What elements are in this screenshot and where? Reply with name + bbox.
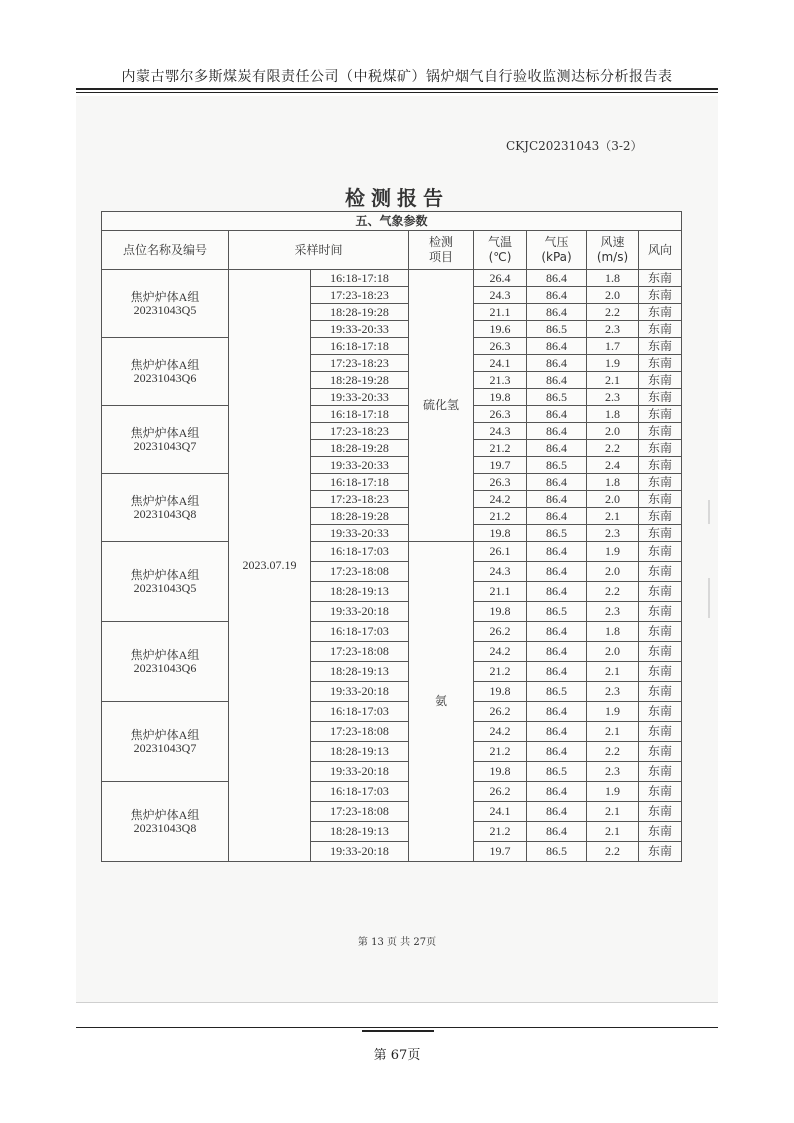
wind-direction: 东南	[639, 842, 682, 862]
wind-direction: 东南	[639, 702, 682, 722]
wind-direction: 东南	[639, 742, 682, 762]
temperature: 19.7	[474, 457, 527, 474]
temperature: 24.3	[474, 423, 527, 440]
point-label: 焦炉炉体A组	[130, 807, 200, 822]
table-row	[102, 542, 682, 562]
header-point: 点位名称及编号	[102, 231, 229, 270]
sampling-time: 17:23-18:23	[311, 355, 409, 372]
wind-speed: 2.1	[587, 722, 639, 742]
wind-direction: 东南	[639, 582, 682, 602]
point-cell	[102, 270, 229, 338]
pressure: 86.4	[527, 338, 587, 355]
table-row	[102, 474, 682, 491]
pressure: 86.4	[527, 802, 587, 822]
wind-direction: 东南	[639, 822, 682, 842]
wind-direction: 东南	[639, 474, 682, 491]
sampling-time: 17:23-18:23	[311, 287, 409, 304]
header-sampling-time: 采样时间	[229, 231, 409, 270]
section-title: 五、气象参数	[102, 212, 682, 231]
point-label: 焦炉炉体A组	[130, 567, 200, 582]
test-item: 氨	[409, 542, 474, 862]
sampling-time: 16:18-17:18	[311, 270, 409, 287]
point-cell	[102, 406, 229, 474]
temperature: 26.2	[474, 782, 527, 802]
wind-speed: 2.1	[587, 508, 639, 525]
sampling-time: 16:18-17:18	[311, 474, 409, 491]
temperature: 24.3	[474, 562, 527, 582]
sampling-time: 19:33-20:18	[311, 842, 409, 862]
sampling-time: 16:18-17:18	[311, 338, 409, 355]
wind-speed: 2.1	[587, 822, 639, 842]
wind-direction: 东南	[639, 622, 682, 642]
wind-speed: 2.1	[587, 662, 639, 682]
wind-speed: 2.0	[587, 423, 639, 440]
wind-direction: 东南	[639, 457, 682, 474]
table-row	[102, 622, 682, 642]
wind-speed: 2.3	[587, 602, 639, 622]
report-title: 检测报告	[345, 186, 449, 210]
temperature: 21.2	[474, 662, 527, 682]
sampling-time: 18:28-19:13	[311, 742, 409, 762]
wind-speed: 2.1	[587, 802, 639, 822]
wind-speed: 2.0	[587, 491, 639, 508]
table-row	[102, 782, 682, 802]
test-item: 硫化氢	[409, 270, 474, 542]
pressure: 86.4	[527, 582, 587, 602]
wind-speed: 2.2	[587, 582, 639, 602]
pressure: 86.5	[527, 602, 587, 622]
temperature: 21.1	[474, 582, 527, 602]
sampling-time: 18:28-19:13	[311, 822, 409, 842]
document-header-title: 内蒙古鄂尔多斯煤炭有限责任公司（中税煤矿）锅炉烟气自行验收监测达标分析报告表	[121, 69, 673, 85]
wind-direction: 东南	[639, 440, 682, 457]
wind-direction: 东南	[639, 491, 682, 508]
point-label: 焦炉炉体A组	[130, 493, 200, 508]
wind-direction: 东南	[639, 304, 682, 321]
wind-direction: 东南	[639, 338, 682, 355]
point-label: 20231043Q7	[133, 740, 197, 755]
header-wind-direction: 风向	[639, 231, 682, 270]
pressure: 86.4	[527, 662, 587, 682]
wind-speed: 1.8	[587, 474, 639, 491]
table-row	[102, 338, 682, 355]
header-rule	[76, 88, 718, 90]
pressure: 86.4	[527, 491, 587, 508]
wind-speed: 2.2	[587, 304, 639, 321]
wind-speed: 2.3	[587, 682, 639, 702]
sampling-time: 19:33-20:33	[311, 457, 409, 474]
pressure: 86.4	[527, 742, 587, 762]
sampling-time: 16:18-17:03	[311, 702, 409, 722]
temperature: 26.3	[474, 406, 527, 423]
pressure: 86.4	[527, 474, 587, 491]
wind-speed: 1.9	[587, 355, 639, 372]
sampling-time: 18:28-19:28	[311, 440, 409, 457]
point-cell	[102, 338, 229, 406]
point-cell	[102, 474, 229, 542]
header-rule-thin	[76, 92, 718, 93]
temperature: 24.1	[474, 355, 527, 372]
pressure: 86.4	[527, 270, 587, 287]
point-cell	[102, 542, 229, 622]
sampling-time: 18:28-19:28	[311, 372, 409, 389]
pressure: 86.4	[527, 782, 587, 802]
pressure: 86.4	[527, 304, 587, 321]
sampling-time: 19:33-20:33	[311, 389, 409, 406]
pressure: 86.4	[527, 508, 587, 525]
temperature: 19.7	[474, 842, 527, 862]
wind-direction: 东南	[639, 270, 682, 287]
temperature: 26.3	[474, 338, 527, 355]
temperature: 19.8	[474, 389, 527, 406]
sampling-time: 17:23-18:23	[311, 491, 409, 508]
temperature: 21.2	[474, 742, 527, 762]
table-row	[102, 406, 682, 423]
sampling-time: 16:18-17:03	[311, 542, 409, 562]
wind-direction: 东南	[639, 642, 682, 662]
wind-direction: 东南	[639, 321, 682, 338]
header-test-item: 检测 项目	[409, 231, 474, 270]
wind-speed: 2.3	[587, 762, 639, 782]
wind-direction: 东南	[639, 682, 682, 702]
point-label: 20231043Q5	[133, 302, 197, 317]
inner-page-number: 第 13 页 共 27页	[357, 937, 437, 948]
temperature: 21.3	[474, 372, 527, 389]
wind-direction: 东南	[639, 287, 682, 304]
wind-speed: 1.9	[587, 702, 639, 722]
temperature: 24.3	[474, 287, 527, 304]
temperature: 19.8	[474, 682, 527, 702]
scan-edge-mark	[708, 578, 710, 618]
wind-direction: 东南	[639, 389, 682, 406]
point-label: 20231043Q5	[133, 580, 197, 595]
temperature: 21.2	[474, 822, 527, 842]
pressure: 86.4	[527, 822, 587, 842]
point-cell	[102, 622, 229, 702]
temperature: 21.2	[474, 508, 527, 525]
wind-speed: 2.0	[587, 642, 639, 662]
wind-speed: 2.2	[587, 742, 639, 762]
temperature: 21.2	[474, 440, 527, 457]
wind-speed: 1.9	[587, 782, 639, 802]
wind-speed: 2.3	[587, 389, 639, 406]
temperature: 19.8	[474, 762, 527, 782]
wind-speed: 1.8	[587, 622, 639, 642]
pressure: 86.5	[527, 762, 587, 782]
wind-speed: 1.8	[587, 406, 639, 423]
pressure: 86.4	[527, 542, 587, 562]
sampling-time: 17:23-18:08	[311, 802, 409, 822]
pressure: 86.4	[527, 287, 587, 304]
point-label: 焦炉炉体A组	[130, 357, 200, 372]
sampling-time: 18:28-19:13	[311, 582, 409, 602]
temperature: 24.2	[474, 491, 527, 508]
pressure: 86.5	[527, 682, 587, 702]
sampling-time: 19:33-20:33	[311, 525, 409, 542]
pressure: 86.4	[527, 722, 587, 742]
point-label: 20231043Q6	[133, 370, 197, 385]
wind-direction: 东南	[639, 423, 682, 440]
temperature: 26.2	[474, 702, 527, 722]
temperature: 26.3	[474, 474, 527, 491]
wind-speed: 1.8	[587, 270, 639, 287]
pressure: 86.4	[527, 562, 587, 582]
wind-direction: 东南	[639, 762, 682, 782]
temperature: 26.4	[474, 270, 527, 287]
sampling-time: 17:23-18:08	[311, 642, 409, 662]
wind-direction: 东南	[639, 562, 682, 582]
sampling-time: 19:33-20:18	[311, 602, 409, 622]
pressure: 86.4	[527, 642, 587, 662]
pressure: 86.5	[527, 389, 587, 406]
sampling-time: 17:23-18:08	[311, 722, 409, 742]
wind-direction: 东南	[639, 355, 682, 372]
wind-speed: 2.0	[587, 562, 639, 582]
pressure: 86.4	[527, 702, 587, 722]
sampling-time: 16:18-17:03	[311, 622, 409, 642]
sampling-time: 18:28-19:13	[311, 662, 409, 682]
wind-direction: 东南	[639, 602, 682, 622]
temperature: 19.8	[474, 525, 527, 542]
point-cell	[102, 702, 229, 782]
table-row	[102, 270, 682, 287]
point-label: 焦炉炉体A组	[130, 727, 200, 742]
footer-rule-tab	[362, 1030, 434, 1032]
point-label: 20231043Q8	[133, 506, 197, 521]
wind-speed: 1.9	[587, 542, 639, 562]
pressure: 86.4	[527, 406, 587, 423]
wind-direction: 东南	[639, 372, 682, 389]
scan-edge-mark	[708, 500, 710, 524]
sampling-time: 17:23-18:08	[311, 562, 409, 582]
pressure: 86.5	[527, 525, 587, 542]
temperature: 24.1	[474, 802, 527, 822]
wind-direction: 东南	[639, 406, 682, 423]
point-label: 20231043Q7	[133, 438, 197, 453]
wind-direction: 东南	[639, 802, 682, 822]
temperature: 19.6	[474, 321, 527, 338]
wind-speed: 2.2	[587, 842, 639, 862]
footer-rule	[76, 1027, 718, 1028]
sampling-time: 19:33-20:33	[311, 321, 409, 338]
report-code: CKJC20231043（3-2）	[506, 139, 643, 153]
sampling-date: 2023.07.19	[229, 270, 311, 862]
wind-direction: 东南	[639, 525, 682, 542]
wind-direction: 东南	[639, 508, 682, 525]
point-label: 20231043Q6	[133, 660, 197, 675]
wind-direction: 东南	[639, 722, 682, 742]
wind-speed: 2.1	[587, 372, 639, 389]
header-pressure: 气压 (kPa)	[527, 231, 587, 270]
temperature: 24.2	[474, 722, 527, 742]
wind-speed: 2.0	[587, 287, 639, 304]
temperature: 19.8	[474, 602, 527, 622]
wind-direction: 东南	[639, 782, 682, 802]
sampling-time: 16:18-17:18	[311, 406, 409, 423]
point-cell	[102, 782, 229, 862]
point-label: 焦炉炉体A组	[130, 425, 200, 440]
sampling-time: 19:33-20:18	[311, 682, 409, 702]
wind-speed: 2.2	[587, 440, 639, 457]
pressure: 86.4	[527, 622, 587, 642]
point-label: 20231043Q8	[133, 820, 197, 835]
wind-direction: 东南	[639, 542, 682, 562]
weather-parameters-table	[101, 211, 682, 862]
pressure: 86.5	[527, 457, 587, 474]
wind-speed: 1.7	[587, 338, 639, 355]
outer-page-number: 第 67页	[373, 1048, 421, 1063]
header-wind-speed: 风速 (m/s)	[587, 231, 639, 270]
pressure: 86.5	[527, 321, 587, 338]
pressure: 86.4	[527, 372, 587, 389]
table-row	[102, 702, 682, 722]
wind-speed: 2.3	[587, 321, 639, 338]
sampling-time: 18:28-19:28	[311, 508, 409, 525]
pressure: 86.4	[527, 440, 587, 457]
pressure: 86.4	[527, 355, 587, 372]
temperature: 26.2	[474, 622, 527, 642]
sampling-time: 18:28-19:28	[311, 304, 409, 321]
sampling-time: 16:18-17:03	[311, 782, 409, 802]
wind-speed: 2.3	[587, 525, 639, 542]
header-temperature: 气温 (℃)	[474, 231, 527, 270]
point-label: 焦炉炉体A组	[130, 289, 200, 304]
pressure: 86.5	[527, 842, 587, 862]
point-label: 焦炉炉体A组	[130, 647, 200, 662]
sampling-time: 19:33-20:18	[311, 762, 409, 782]
wind-direction: 东南	[639, 662, 682, 682]
wind-speed: 2.4	[587, 457, 639, 474]
temperature: 21.1	[474, 304, 527, 321]
temperature: 26.1	[474, 542, 527, 562]
sampling-time: 17:23-18:23	[311, 423, 409, 440]
pressure: 86.4	[527, 423, 587, 440]
temperature: 24.2	[474, 642, 527, 662]
